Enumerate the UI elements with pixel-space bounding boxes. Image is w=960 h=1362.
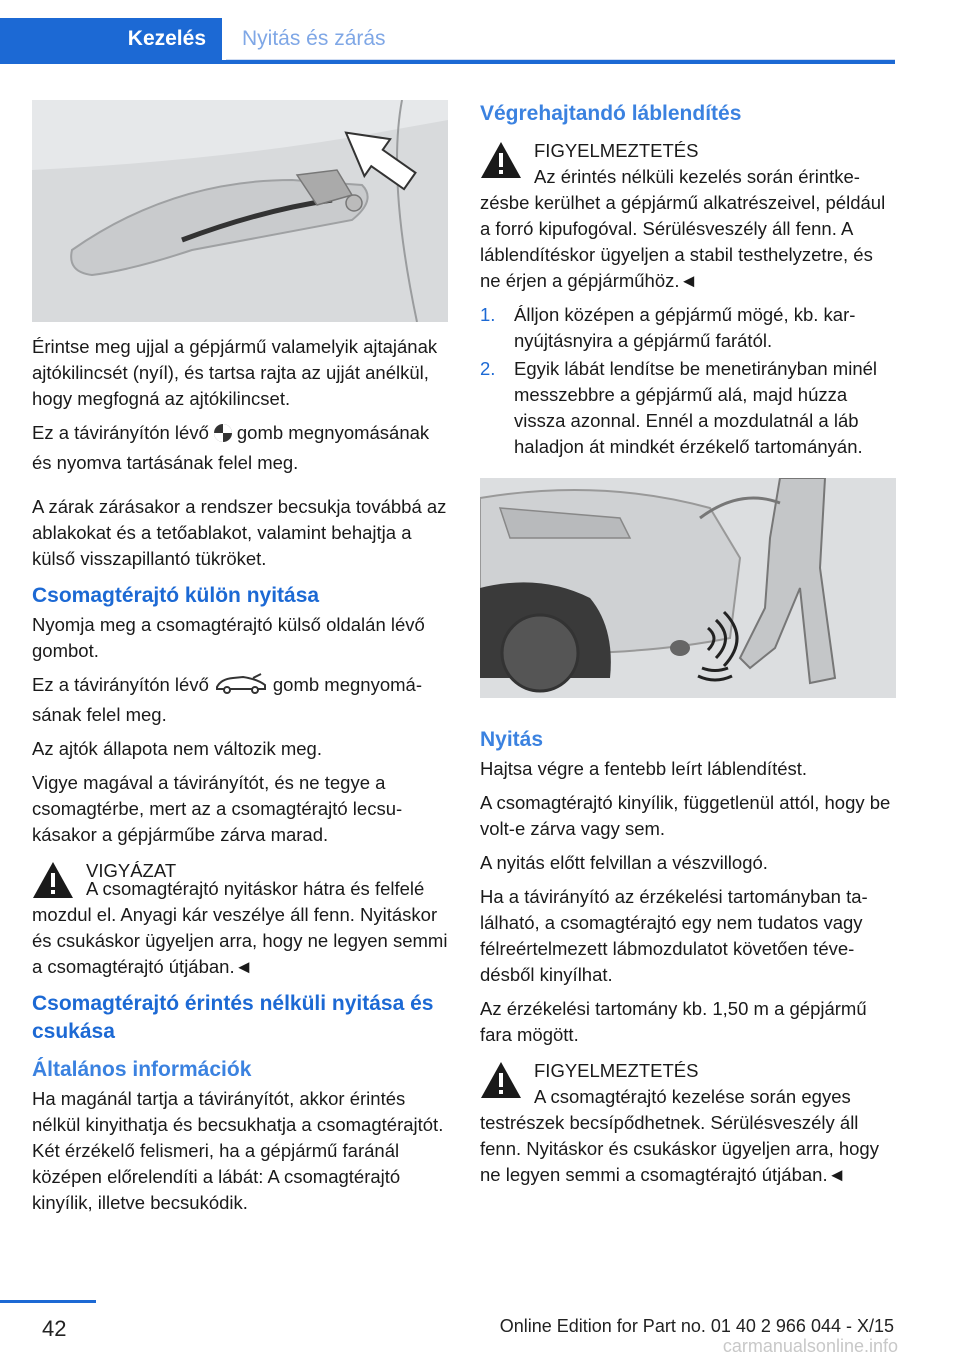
heading-trunk-separate: Csomagtérajtó külön nyitása: [32, 584, 320, 607]
step-text: Egyik lábát lendítse be menetirányban minél messzebbre a gépjármű alá, majd húzza vissza azonnal. Ennél a mozdulatnál a láb haladjon át mindkét érzékelő tartományán.: [514, 358, 878, 457]
warning-label-1: FIGYELMEZTETÉS: [534, 140, 699, 161]
take-remote-paragraph: Vigye magával a távirányítót, és ne tegye a csomagtérbe, mert az a csomagtérajtó lecsukásakor a gépjárműbe zárva marad.: [32, 772, 403, 845]
step-number: 2.: [480, 358, 496, 379]
opening-paragraph-3: A nyitás előtt felvillan a vészvillogó.: [480, 852, 768, 873]
remote-unlock-paragraph: [32, 420, 448, 476]
caution-label: VIGYÁZAT: [86, 860, 177, 881]
warning-label-2: FIGYELMEZTETÉS: [534, 1060, 699, 1081]
kick-steps-list: [480, 302, 896, 460]
section-tab-nyitas-es-zaras[interactable]: Nyitás és zárás: [226, 18, 895, 60]
opening-paragraph-5: Az érzékelési tartomány kb. 1,50 m a gépjármű fara mögött.: [480, 998, 867, 1045]
list-item: [480, 356, 896, 460]
step-number: 1.: [480, 304, 496, 325]
opening-paragraph-2: A csomagtérajtó kinyílik, függetlenül attól, hogy be volt-e zárva vagy sem.: [480, 792, 891, 839]
warning-triangle-icon: [480, 140, 522, 182]
heading-kick-motion: Végrehajtandó láblendítés: [480, 102, 742, 125]
edition-note: Online Edition for Part no. 01 40 2 966 044 - X/15: [499, 1316, 894, 1336]
car-trunk-icon: [213, 673, 269, 702]
footer-rule: [0, 1300, 96, 1303]
opening-paragraph-1: Hajtsa végre a fentebb leírt láblendítést.: [480, 758, 808, 779]
remote-unlock-text-after: gomb megnyomásának és nyomva tartásának felel meg.: [32, 422, 430, 473]
remote-trunk-text-before: Ez a távirányítón lévő: [32, 674, 209, 695]
left-column: [32, 100, 448, 1224]
warning-text-2: A csomagtérajtó kezelése során egyes testrészek becsípődhetnek. Sérülésveszély áll fenn. Nyitáskor és csukáskor ügyeljen arra, hogy ne legyen semmi a csomagtérajtó útjában.◄: [480, 1086, 879, 1185]
door-handle-image: [32, 100, 448, 322]
warning-text-1: Az érintés nélküli kezelés során érintkezésbe kerülhet a gépjármű alkatrészeivel, például a forró kipufogóval. Sérülésveszély áll fenn. A láblendítéskor ügyeljen a stabil testhelyzetre, és ne érjen a gépjárműhöz.◄: [480, 166, 886, 291]
right-column: [480, 100, 896, 1196]
trunk-button-paragraph: Nyomja meg a csomagtérajtó külső oldalán lévő gombot.: [32, 614, 425, 661]
kick-motion-image: [480, 478, 896, 698]
header-rule: [0, 60, 895, 64]
page-number: 42: [42, 1316, 67, 1341]
step-text: Álljon középen a gépjármű mögé, kb. karnyújtásnyira a gépjármű farától.: [514, 304, 856, 351]
watermark: carmanualsonline.info: [722, 1336, 898, 1356]
heading-opening: Nyitás: [480, 728, 544, 751]
remote-trunk-paragraph: [32, 672, 448, 728]
opening-paragraph-4: Ha a távirányító az érzékelési tartományban található, a csomagtérajtó egy nem tudatos vagy félreértelmezett lábmozdulatot követően tévedésből kinyílhat.: [480, 886, 868, 985]
windows-close-paragraph: A zárak zárásakor a rendszer becsukja továbbá az ablakokat és a tetőablakot, valamint behajtja a külső visszapillantó tükröket.: [32, 496, 447, 569]
warning-triangle-icon: [32, 860, 74, 902]
heading-general-info: Általános információk: [32, 1058, 252, 1081]
caution-text: A csomagtérajtó nyitáskor hátra és felfelé mozdul el. Anyagi kár veszélye áll fenn. Nyitáskor és csukáskor ügyeljen arra, hogy ne legyen semmi a csomagtérajtó útjában.◄: [32, 878, 448, 977]
touch-handle-paragraph: Érintse meg ujjal a gépjármű valamelyik ajtajának ajtókilincsét (nyíl), és tartsa rajta az ujját anélkül, hogy megfogná az ajtókilincset.: [32, 336, 438, 409]
warning-block-1: [480, 138, 896, 294]
contactless-paragraph: Ha magánál tartja a távirányítót, akkor érintés nélkül kinyithatja és becsukhatja a csomagtérajtót. Két érzékelő felismeri, ha a gépjármű faránál középen előrelendíti a lábát: A csomagtérajtó kinyílik, illetve becsukódik.: [32, 1088, 444, 1213]
heading-contactless: Csomagtérajtó érintés nélküli nyitása és csukása: [32, 992, 434, 1043]
list-item: [480, 302, 896, 354]
remote-unlock-text-before: Ez a távirányítón lévő: [32, 422, 209, 443]
warning-block-2: [480, 1058, 896, 1188]
section-tab-kezeles[interactable]: Kezelés: [0, 18, 222, 60]
caution-block: [32, 858, 448, 980]
warning-triangle-icon: [480, 1060, 522, 1102]
page-header: [0, 0, 895, 64]
unlock-button-icon: [213, 423, 233, 450]
doors-state-paragraph: Az ajtók állapota nem változik meg.: [32, 738, 322, 759]
remote-trunk-text-after: gomb megnyomásának felel meg.: [32, 674, 422, 725]
